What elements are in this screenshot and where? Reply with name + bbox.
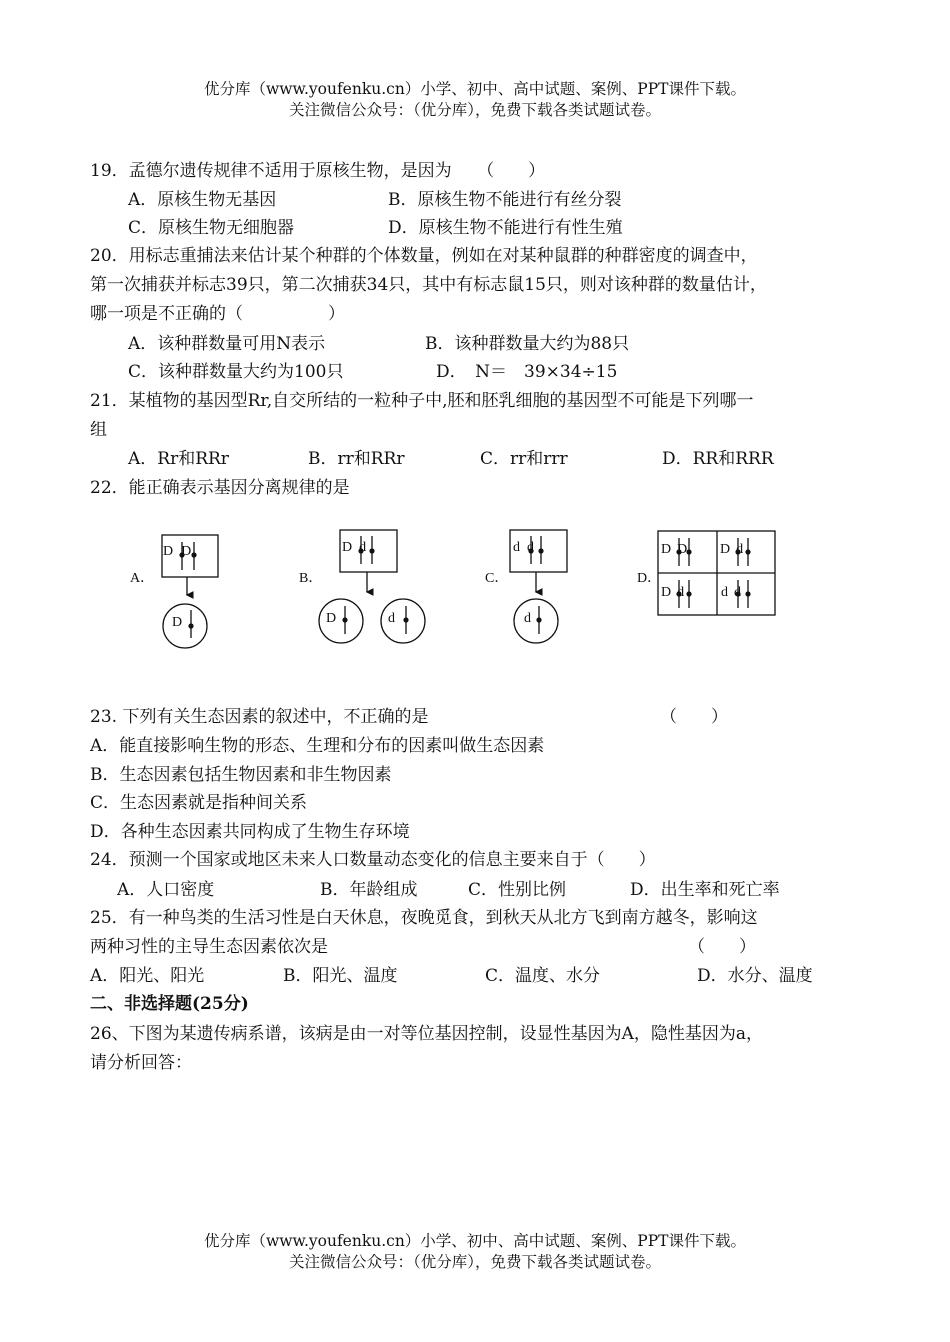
- q22-label-d: D．: [637, 571, 662, 586]
- q25-option-d: D．水分、温度: [697, 966, 813, 986]
- q23-option-a: A．能直接影响生物的形态、生理和分布的因素叫做生态因素: [90, 736, 545, 756]
- a-gamete-cell: [163, 604, 207, 648]
- q20-option-d: D． N＝ 39×34÷15: [436, 362, 618, 382]
- q23-option-d: D．各种生态因素共同构成了生物生存环境: [90, 822, 410, 842]
- b-gamete-allele-left: D: [326, 611, 337, 626]
- section-2-title: 二、非选择题(25分): [90, 994, 249, 1014]
- q25-option-a: A．阳光、阳光: [90, 966, 205, 986]
- q19-option-d: D．原核生物不能进行有性生殖: [388, 218, 623, 238]
- q23-option-c: C．生态因素就是指种间关系: [90, 793, 308, 813]
- q21-stem-line-1: 21．某植物的基因型Rr,自交所结的一粒种子中,胚和胚乳细胞的基因型不可能是下列哪一: [90, 391, 754, 411]
- d-cell-4: dd: [721, 585, 747, 600]
- q24-option-d: D．出生率和死亡率: [630, 880, 780, 900]
- a-parent-alleles: DD: [163, 544, 200, 559]
- b-parent-alleles: Dd: [342, 540, 374, 555]
- q20-stem-line-1: 20．用标志重捕法来估计某个种群的个体数量，例如在对某种鼠群的种群密度的调查中，: [90, 246, 758, 266]
- d-cell-2: Dd: [720, 542, 750, 557]
- q20-stem-line-3: 哪一项是不正确的（ ）: [90, 304, 345, 324]
- header-line-1: 优分库（www.youfenku.cn）小学、初中、高中试题、案例、PPT课件下载。: [203, 80, 747, 98]
- q22-label-a: A．: [130, 571, 155, 586]
- q22-diagram: [0, 520, 950, 660]
- q25-option-c: C．温度、水分: [485, 966, 601, 986]
- a-gamete-allele: D: [172, 615, 183, 630]
- q20-option-c: C．该种群数量大约为100只: [128, 362, 344, 382]
- q24-option-c: C．性别比例: [468, 880, 567, 900]
- q20-option-b: B．该种群数量大约为88只: [425, 334, 630, 354]
- q24-option-b: B．年龄组成: [320, 880, 418, 900]
- q23-stem: 23. 下列有关生态因素的叙述中，不正确的是: [90, 707, 429, 727]
- q26-stem-line-2: 请分析回答：: [90, 1053, 192, 1073]
- c-gamete-allele: d: [524, 611, 531, 626]
- q22-label-c: C．: [485, 571, 509, 586]
- q21-option-b: B．rr和RRr: [308, 449, 405, 469]
- d-cell-3: Dd: [661, 585, 691, 600]
- q22-label-b: B．: [299, 571, 323, 586]
- q19-option-c: C．原核生物无细胞器: [128, 218, 295, 238]
- c-parent-alleles: dd: [513, 540, 541, 555]
- q21-stem-line-2: 组: [90, 420, 107, 440]
- q21-option-a: A．Rr和RRr: [128, 449, 229, 469]
- q20-option-a: A．该种群数量可用N表示: [128, 334, 326, 354]
- q26-stem-line-1: 26、下图为某遗传病系谱，该病是由一对等位基因控制，设显性基因为A，隐性基因为a，: [90, 1024, 764, 1044]
- q19-option-a: A．原核生物无基因: [128, 190, 277, 210]
- header-line-2: 关注微信公众号：（优分库），免费下载各类试题试卷。: [288, 101, 661, 119]
- q24-option-a: A．人口密度: [117, 880, 215, 900]
- q20-stem-line-2: 第一次捕获并标志39只，第二次捕获34只，其中有标志鼠15只，则对该种群的数量估计，: [90, 275, 767, 295]
- q25-bracket: （ ）: [688, 937, 756, 957]
- footer-line-2: 关注微信公众号：（优分库），免费下载各类试题试卷。: [288, 1253, 661, 1271]
- q23-option-b: B．生态因素包括生物因素和非生物因素: [90, 765, 392, 785]
- q25-stem-line-1: 25．有一种鸟类的生活习性是白天休息，夜晚觅食，到秋天从北方飞到南方越冬，影响这: [90, 908, 758, 928]
- q21-option-c: C．rr和rrr: [480, 449, 568, 469]
- q25-stem-line-2: 两种习性的主导生态因素依次是: [90, 937, 328, 957]
- q22-stem: 22．能正确表示基因分离规律的是: [90, 478, 350, 498]
- q19-option-b: B．原核生物不能进行有丝分裂: [388, 190, 622, 210]
- b-gamete-allele-right: d: [388, 611, 395, 626]
- q23-bracket: （ ）: [660, 707, 728, 727]
- q21-option-d: D．RR和RRR: [662, 449, 774, 469]
- c-gamete-cell: [514, 599, 558, 643]
- q25-option-b: B．阳光、温度: [283, 966, 398, 986]
- q24-stem: 24．预测一个国家或地区未来人口数量动态变化的信息主要来自于（ ）: [90, 850, 656, 870]
- q19-stem: 19．孟德尔遗传规律不适用于原核生物，是因为 （ ）: [90, 161, 546, 181]
- footer-line-1: 优分库（www.youfenku.cn）小学、初中、高中试题、案例、PPT课件下载。: [203, 1232, 747, 1250]
- d-cell-1: DD: [661, 542, 694, 557]
